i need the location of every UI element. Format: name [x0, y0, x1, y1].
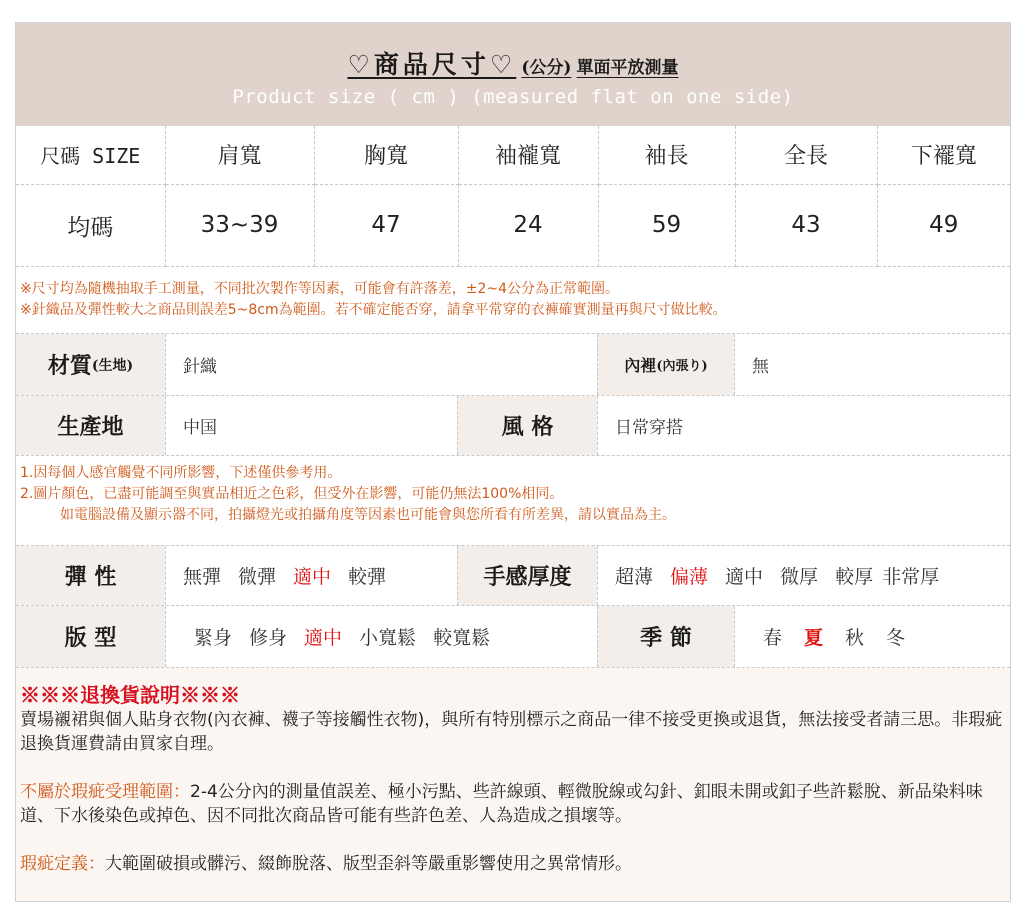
- fit-option: 小寬鬆: [359, 627, 417, 649]
- material-row: [16, 334, 1010, 396]
- title-note: 單面平放測量: [576, 58, 679, 78]
- size-col-hem: 下襬寬: [877, 126, 1010, 184]
- elasticity-option: 微彈: [238, 566, 277, 588]
- size-col-length: 全長: [735, 126, 877, 184]
- size-col-size: 尺碼 SIZE: [16, 126, 165, 184]
- spacer: [20, 756, 1006, 780]
- measurement-note: ※針織品及彈性較大之商品則誤差5~8cm為範圍。若不確定能否穿，請拿平常穿的衣褲確實測量再與尺寸做比較。: [20, 302, 727, 318]
- non-defect-paragraph: [20, 780, 1006, 828]
- defect-label: 瑕疵定義：: [20, 854, 105, 874]
- fit-label: 版 型: [16, 606, 165, 667]
- color-note: 1.因每個人感官觸覺不同所影響，下述僅供參考用。: [20, 465, 342, 481]
- origin-value: 中国: [165, 396, 457, 455]
- size-value-sleeve: 59: [598, 184, 735, 266]
- size-table-row: [16, 184, 1010, 266]
- elasticity-options: [165, 546, 457, 605]
- size-header: [16, 23, 1010, 126]
- elasticity-option: 較彈: [348, 566, 387, 588]
- size-value-length: 43: [735, 184, 877, 266]
- elasticity-label: 彈 性: [16, 546, 165, 605]
- size-value-hem: 49: [877, 184, 1010, 266]
- return-policy-text: 賣場襯裙與個人貼身衣物(內衣褲、襪子等接觸性衣物)，與所有特別標示之商品一律不接受更換或退貨，無法接受者請三思。非瑕疵退換貨運費請由買家自理。: [20, 710, 1003, 754]
- color-note: 如電腦設備及顯示器不同，拍攝燈光或拍攝角度等因素也可能會與您所看有所差異，請以實品為主。: [60, 507, 676, 523]
- fit-option: 緊身: [194, 627, 233, 649]
- measurement-notes: [16, 278, 1010, 334]
- return-policy-title: ※※※退換貨說明※※※: [20, 683, 240, 707]
- fit-row: [16, 606, 1010, 668]
- material-label: 材質 (生地): [16, 334, 165, 395]
- size-table-header-row: [16, 126, 1010, 184]
- product-size-sheet: [15, 22, 1011, 902]
- return-policy: [16, 668, 1010, 901]
- material-value: 針織: [165, 334, 597, 395]
- fit-option: 修身: [249, 627, 288, 649]
- season-option-selected: 夏: [804, 627, 824, 649]
- thickness-label: 手感厚度: [457, 546, 597, 605]
- thickness-option-selected: 偏薄: [670, 566, 709, 588]
- thickness-option: 較厚: [835, 566, 874, 588]
- origin-row: [16, 396, 1010, 456]
- non-defect-text: 2-4公分內的測量值誤差、極小污點、些許線頭、輕微脫線或勾針、釦眼未開或釦子些許鬆脫、新品染料味道、下水後染色或掉色、因不同批次商品皆可能有些許色差、人為造成之損壞等。: [20, 782, 983, 826]
- size-value-size: 均碼: [16, 184, 165, 266]
- season-option: 冬: [886, 627, 906, 649]
- defect-text: 大範圍破損或髒污、綴飾脫落、版型歪斜等嚴重影響使用之異常情形。: [105, 854, 632, 874]
- defect-paragraph: [20, 852, 1006, 876]
- elasticity-row: [16, 546, 1010, 606]
- fit-option-selected: 適中: [304, 627, 343, 649]
- season-label: 季 節: [597, 606, 734, 667]
- style-value: 日常穿搭: [597, 396, 1010, 455]
- thickness-option: 非常厚: [882, 566, 940, 588]
- fit-option: 較寬鬆: [433, 627, 491, 649]
- size-table: [16, 126, 1010, 267]
- spacer: [20, 828, 1006, 852]
- season-options: [734, 606, 1010, 667]
- style-label: 風 格: [457, 396, 597, 455]
- title-main: ♡商品尺寸♡: [347, 50, 517, 79]
- season-option: 春: [763, 627, 783, 649]
- size-col-sleeve: 袖長: [598, 126, 735, 184]
- size-value-chest: 47: [314, 184, 458, 266]
- size-title: [16, 45, 1010, 81]
- lining-value: 無: [734, 334, 1010, 395]
- color-notes: [16, 456, 1010, 546]
- size-col-chest: 胸寬: [314, 126, 458, 184]
- thickness-options: [597, 546, 1010, 605]
- thickness-option: 適中: [725, 566, 764, 588]
- measurement-note: ※尺寸均為隨機抽取手工測量，不同批次製作等因素，可能會有許落差，±2~4公分為正常範圍。: [20, 281, 620, 297]
- origin-label: 生產地: [16, 396, 165, 455]
- lining-label: 內裡 (內張り): [597, 334, 734, 395]
- elasticity-option-selected: 適中: [293, 566, 332, 588]
- size-value-shoulder: 33~39: [165, 184, 314, 266]
- size-value-armhole: 24: [458, 184, 598, 266]
- size-col-armhole: 袖襱寬: [458, 126, 598, 184]
- title-unit: (公分): [521, 58, 572, 78]
- size-subtitle: Product size ( cm ) (measured flat on one side): [232, 86, 794, 108]
- thickness-option: 微厚: [780, 566, 819, 588]
- thickness-option: 超薄: [615, 566, 654, 588]
- size-col-shoulder: 肩寬: [165, 126, 314, 184]
- fit-options: [165, 606, 597, 667]
- season-option: 秋: [845, 627, 865, 649]
- non-defect-label: 不屬於瑕疵受理範圍：: [20, 782, 190, 802]
- elasticity-option: 無彈: [183, 566, 222, 588]
- color-note: 2.圖片顏色，已盡可能調至與實品相近之色彩，但受外在影響，可能仍無法100%相同。: [20, 486, 564, 502]
